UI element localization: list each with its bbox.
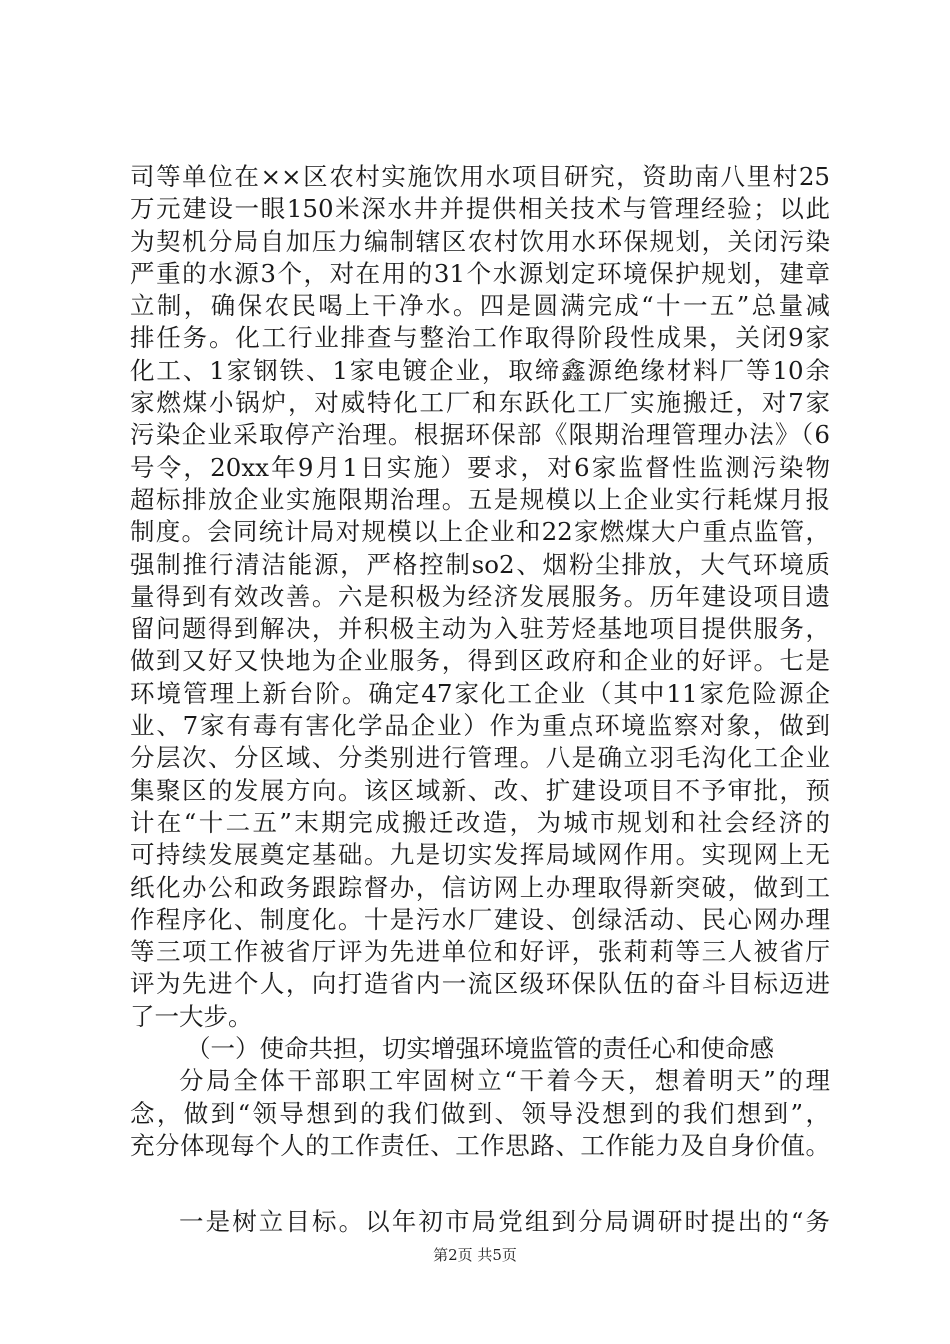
- text-line: 家燃煤小锅炉，对威特化工厂和东跃化工厂实施搬迁，对7家: [130, 388, 830, 418]
- text-line: 号令，20xx年9月1日实施）要求，对6家监督性监测污染物: [130, 452, 830, 482]
- text-line: 计在“十二五”末期完成搬迁改造，为城市规划和社会经济的: [130, 807, 830, 837]
- text-line: 超标排放企业实施限期治理。五是规模以上企业实行耗煤月报: [130, 484, 830, 514]
- paragraph-1: [130, 161, 830, 1033]
- text-line: 分层次、分区域、分类别进行管理。八是确立羽毛沟化工企业: [130, 743, 830, 773]
- text-line: 化工、1家钢铁、1家电镀企业，取缔鑫源绝缘材料厂等10余: [130, 355, 830, 385]
- text-line: 分局全体干部职工牢固树立“干着今天，想着明天”的理: [179, 1066, 830, 1096]
- text-line: 司等单位在××区农村实施饮用水项目研究，资助南八里村25: [130, 162, 830, 191]
- text-line: 污染企业采取停产治理。根据环保部《限期治理管理办法》（6: [130, 420, 830, 450]
- text-line: 等三项工作被省厅评为先进单位和好评，张莉莉等三人被省厅: [130, 937, 830, 967]
- text-line: 排任务。化工行业排查与整治工作取得阶段性成果，关闭9家: [130, 323, 830, 353]
- document-body: [130, 161, 830, 1239]
- text-line: 严重的水源3个，对在用的31个水源划定环境保护规划，建章: [130, 258, 830, 288]
- text-line: 作程序化、制度化。十是污水厂建设、创绿活动、民心网办理: [130, 904, 830, 934]
- paragraph-spacer: [130, 1162, 830, 1206]
- text-line: 业、7家有毒有害化学品企业）作为重点环境监察对象，做到: [130, 711, 830, 741]
- text-line: 纸化办公和政务跟踪督办，信访网上办理取得新突破，做到工: [130, 872, 830, 902]
- text-line: 集聚区的发展方向。该区域新、改、扩建设项目不予审批，预: [130, 775, 830, 805]
- text-line: 评为先进个人，向打造省内一流区级环保队伍的奋斗目标迈进: [130, 969, 830, 999]
- text-line: 可持续发展奠定基础。九是切实发挥局域网作用。实现网上无: [130, 840, 830, 870]
- text-line: 了一大步。: [130, 1001, 253, 1031]
- text-line: 量得到有效改善。六是积极为经济发展服务。历年建设项目遗: [130, 581, 830, 611]
- text-line: 充分体现每个人的工作责任、工作思路、工作能力及自身价值。: [130, 1130, 830, 1160]
- text-line: 万元建设一眼150米深水井并提供相关技术与管理经验；以此: [130, 194, 830, 224]
- text-line: 做到又好又快地为企业服务，得到区政府和企业的好评。七是: [130, 646, 830, 676]
- page-footer: 第2页 共5页: [433, 1246, 517, 1264]
- paragraph-2: [130, 1065, 830, 1162]
- text-line: 为契机分局自加压力编制辖区农村饮用水环保规划，关闭污染: [130, 226, 830, 256]
- text-line: 立制，确保农民喝上干净水。四是圆满完成“十一五”总量减: [130, 291, 830, 321]
- text-line: 一是树立目标。以年初市局党组到分局调研时提出的“务: [179, 1207, 830, 1237]
- paragraph-3: [130, 1206, 830, 1238]
- text-line: 强制推行清洁能源，严格控制so2、烟粉尘排放，大气环境质: [130, 549, 830, 579]
- text-line: 留问题得到解决，并积极主动为入驻芳烃基地项目提供服务，: [130, 614, 830, 644]
- text-line: 念，做到“领导想到的我们做到、领导没想到的我们想到”，: [130, 1098, 830, 1128]
- section-heading: （一）使命共担，切实增强环境监管的责任心和使命感: [186, 1034, 774, 1064]
- text-line: 环境管理上新台阶。确定47家化工企业（其中11家危险源企: [130, 678, 830, 708]
- text-line: 制度。会同统计局对规模以上企业和22家燃煤大户重点监管，: [130, 517, 830, 547]
